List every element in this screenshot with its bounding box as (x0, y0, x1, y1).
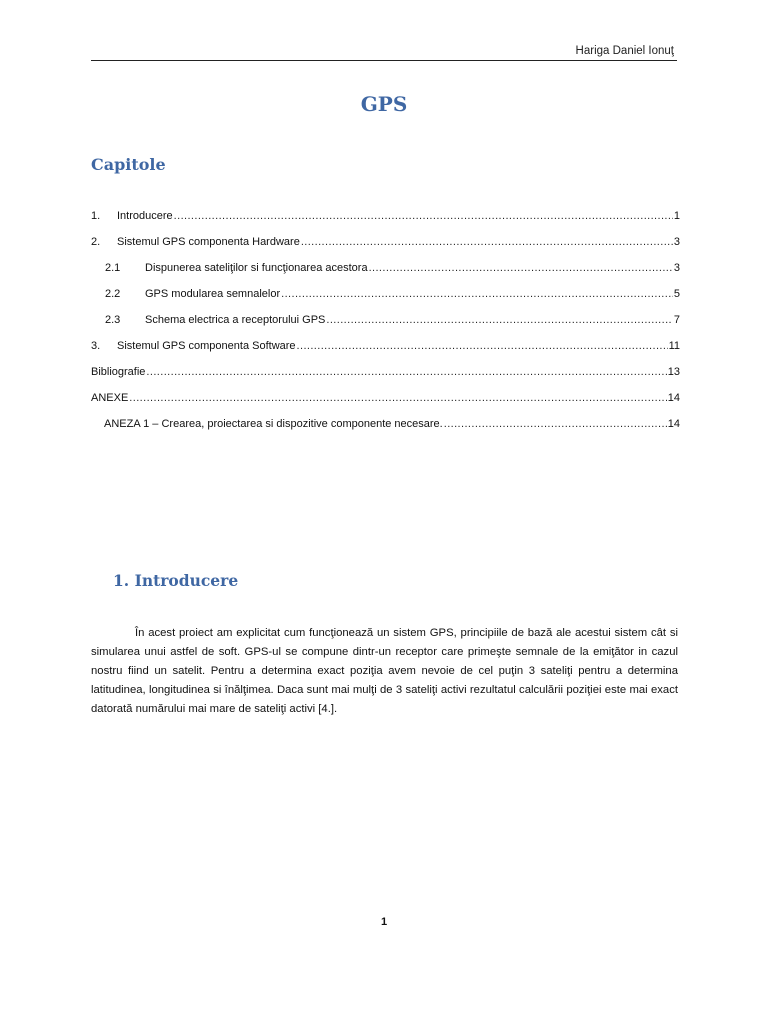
toc-entry-page: 5 (673, 288, 680, 300)
section-heading: 1. Introducere (113, 571, 239, 590)
toc-entry-label: Introducere (117, 210, 173, 222)
toc-entry-label: Sistemul GPS componenta Software (117, 340, 296, 352)
toc-entry-label: ANEZA 1 – Crearea, proiectarea si dispozitive componente necesare. (104, 418, 443, 430)
toc-entry[interactable] (91, 260, 680, 276)
toc-entry-page: 11 (668, 340, 680, 352)
toc-entry[interactable] (91, 208, 680, 224)
toc-entry-number: 2.1 (105, 262, 121, 274)
toc-dot-leader (129, 390, 666, 406)
toc-entry-label: Bibliografie (91, 366, 146, 378)
toc-entry-page: 3 (673, 236, 680, 248)
toc-entry-label: GPS modularea semnalelor (145, 288, 281, 300)
toc-entry-label: Dispunerea sateliţilor si funcţionarea acestora (145, 262, 368, 274)
toc-entry-number: 2.3 (105, 314, 121, 326)
document-title: GPS (360, 92, 408, 116)
toc-entry-number: 2.2 (105, 288, 121, 300)
toc-entry[interactable] (91, 364, 680, 380)
toc-dot-leader (444, 416, 667, 432)
toc-entry-number: 2. (91, 236, 101, 248)
toc-entry-page: 14 (667, 418, 680, 430)
toc-entry[interactable] (91, 416, 680, 432)
toc-entry-page: 14 (667, 392, 680, 404)
toc-entry-page: 3 (673, 262, 680, 274)
toc-dot-leader (297, 338, 668, 354)
toc-entry-page: 13 (667, 366, 680, 378)
header-rule (91, 60, 677, 61)
toc-dot-leader (281, 286, 673, 302)
toc-dot-leader (174, 208, 673, 224)
toc-entry[interactable] (91, 390, 680, 406)
toc-entry[interactable] (91, 234, 680, 250)
toc-entry[interactable] (91, 286, 680, 302)
intro-paragraph: În acest proiect am explicitat cum funcţionează un sistem GPS, principiile de bază ale acestui sistem cât si simularea unui astfel de soft. GPS-ul se compune dintr-un receptor care primeşte semnale de la emiţător in cazul nostru fiind un satelit. Pentru a determina exact poziţia avem nevoie de cel puţin 3 sateliţi pentru a determina latitudinea, longitudinea si înălţimea. Daca sunt mai mulţi de 3 sateliţi activi rezultatul calculării poziţiei este mai exact datorată numărului mai mare de sateliţi activi [4.]. (91, 627, 678, 715)
toc-entry-page: 7 (673, 314, 680, 326)
toc-entry-page: 1 (673, 210, 680, 222)
toc-dot-leader (326, 312, 673, 328)
toc-entry-label: Sistemul GPS componenta Hardware (117, 236, 300, 248)
toc-heading: Capitole (91, 155, 166, 174)
header-author: Hariga Daniel Ionuţ (575, 45, 674, 57)
toc-dot-leader (146, 364, 666, 380)
toc-entry[interactable] (91, 338, 680, 354)
toc-entry-label: Schema electrica a receptorului GPS (145, 314, 326, 326)
page-number: 1 (380, 916, 388, 928)
toc-entry[interactable] (91, 312, 680, 328)
toc-entry-label: ANEXE (91, 392, 129, 404)
toc-entry-number: 3. (91, 340, 101, 352)
toc-dot-leader (301, 234, 673, 250)
toc-entry-number: 1. (91, 210, 101, 222)
toc-dot-leader (369, 260, 673, 276)
